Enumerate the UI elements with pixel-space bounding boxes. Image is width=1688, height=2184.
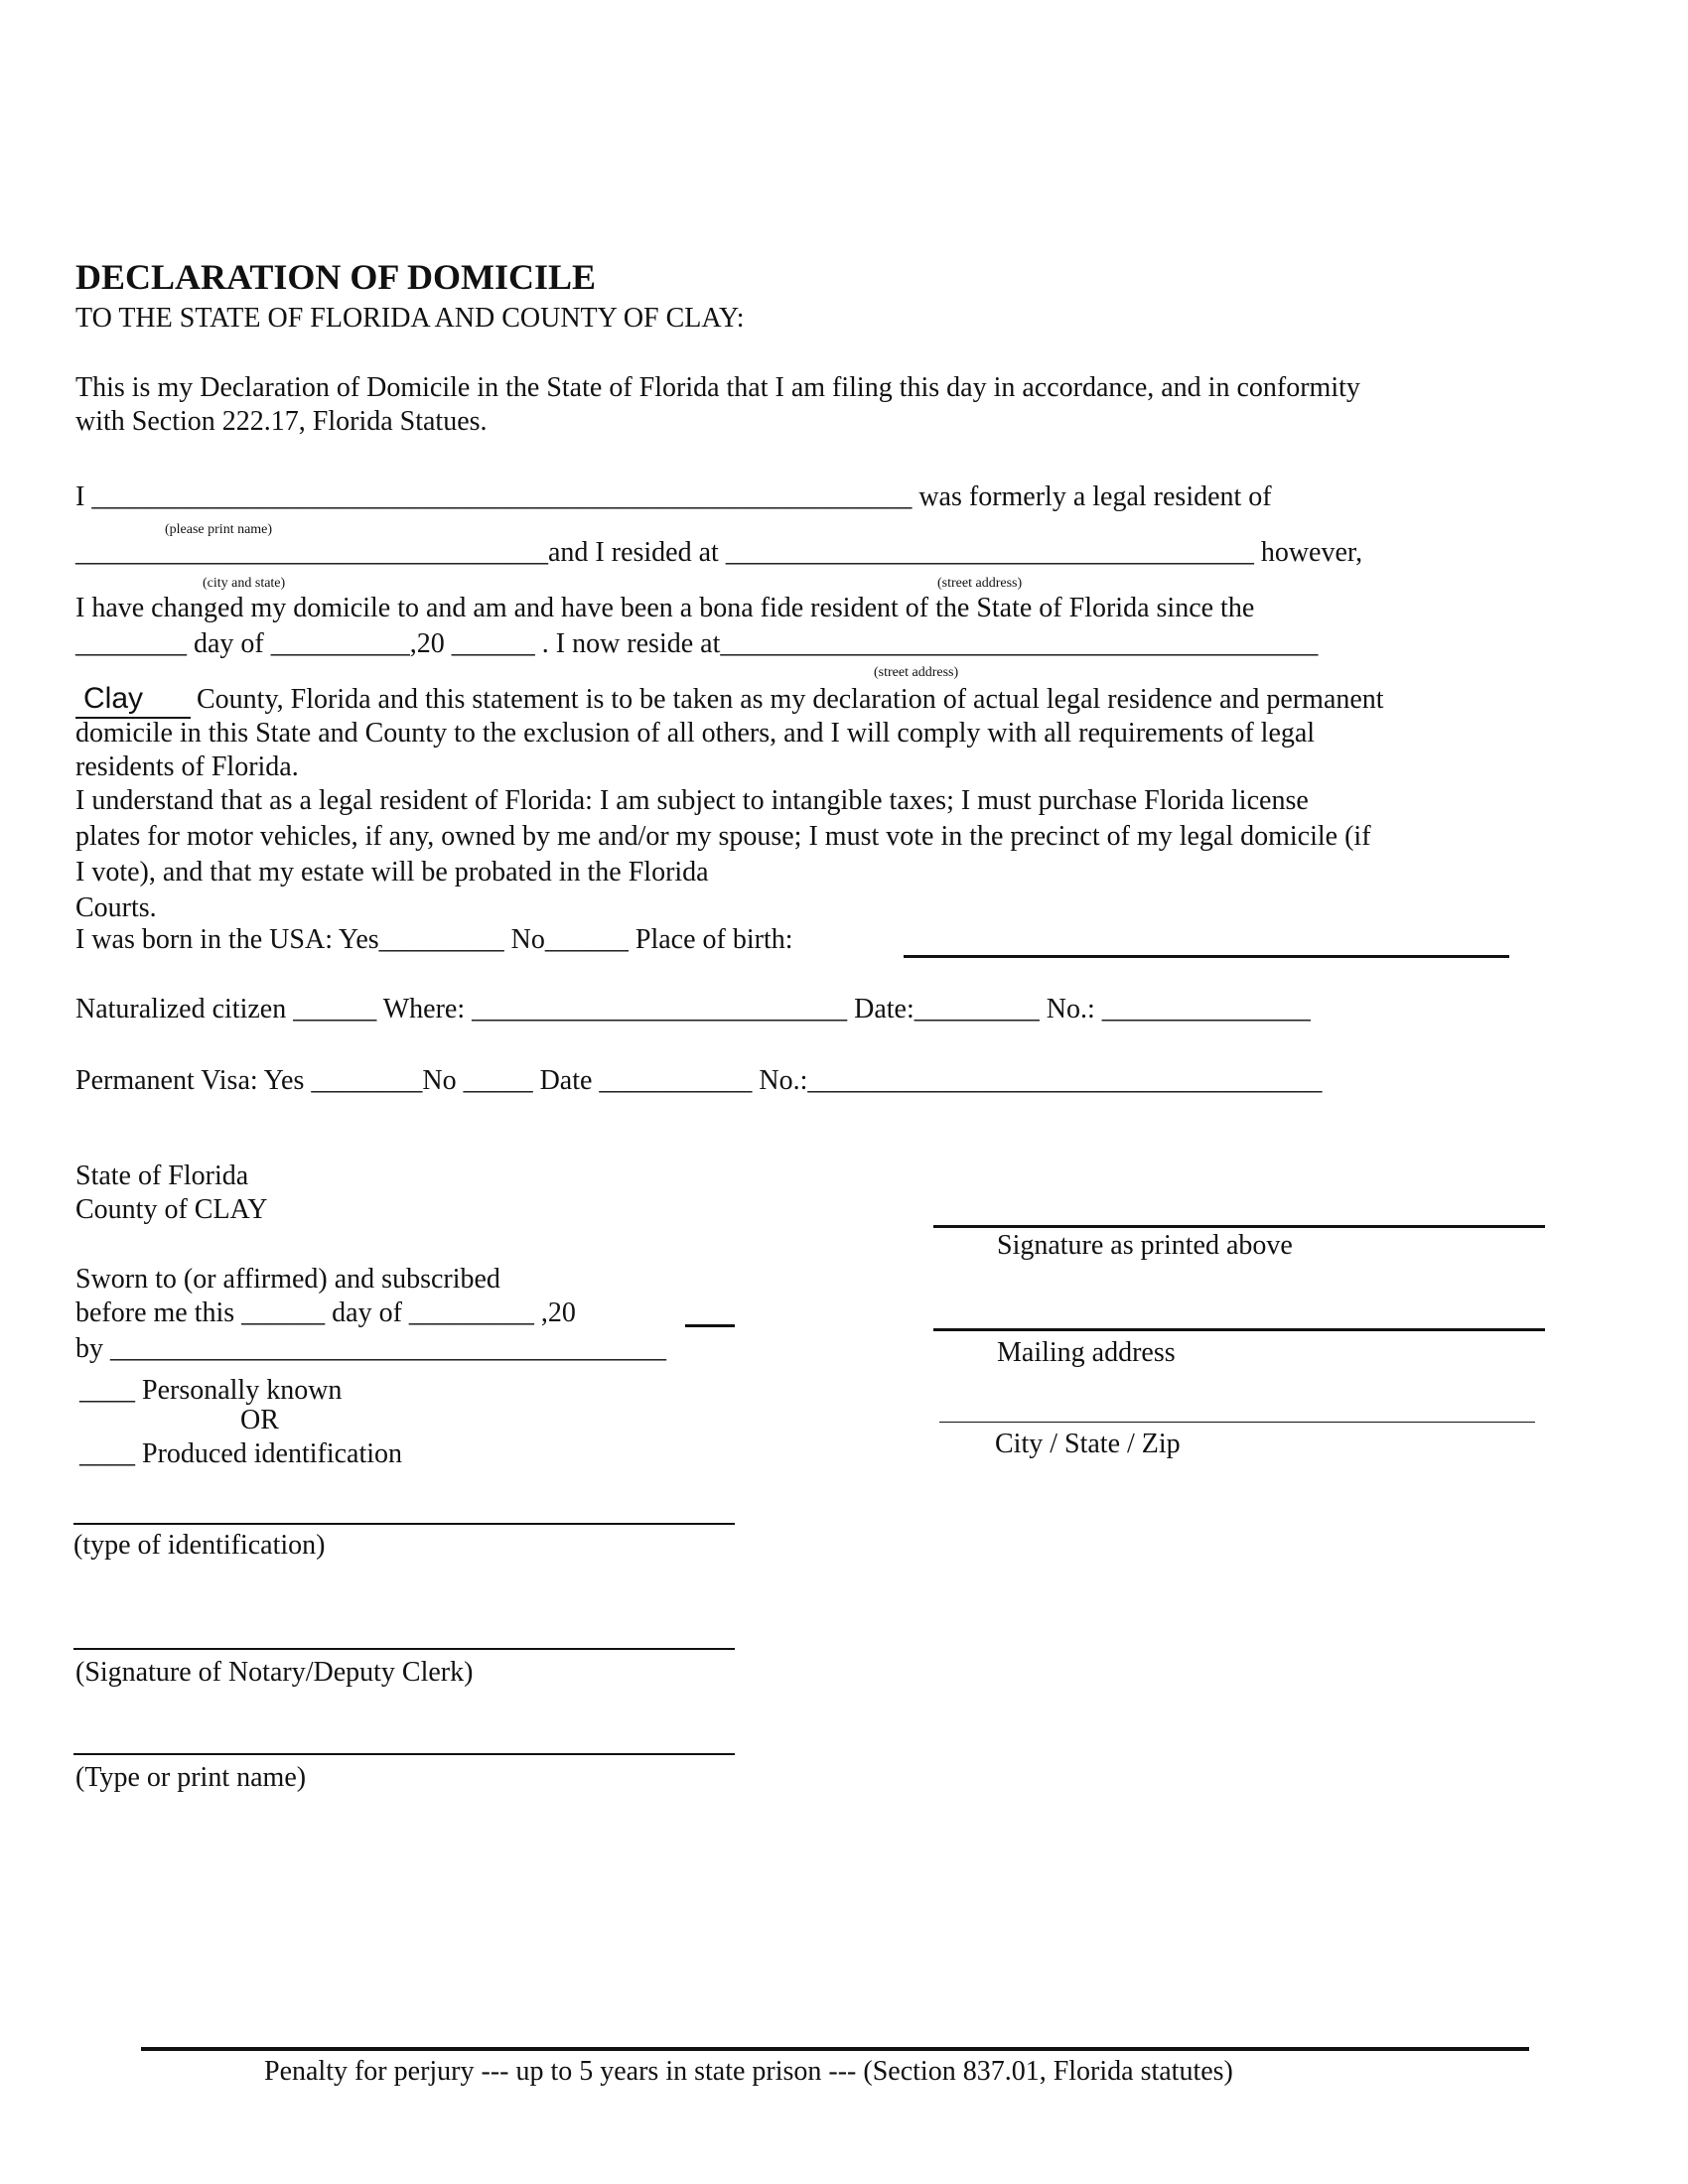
mailing-address-line[interactable] <box>933 1328 1545 1331</box>
place-of-birth-line[interactable] <box>904 955 1509 958</box>
notary-before-line[interactable]: before me this ______ day of _________ ,20 <box>75 1297 576 1328</box>
declaration-line-7: residents of Florida. <box>75 751 299 782</box>
document-title: DECLARATION OF DOMICILE <box>75 257 597 297</box>
hint-city-state: (city and state) <box>203 576 286 591</box>
city-state-zip-line[interactable] <box>939 1422 1535 1423</box>
print-name-line[interactable] <box>73 1753 735 1755</box>
residence-date-field[interactable]: ________ day of __________,20 ______ . I now reside at___________________________________________ <box>75 628 1319 659</box>
notary-signature-line[interactable] <box>73 1648 735 1650</box>
mailing-address-label: Mailing address <box>997 1337 1176 1368</box>
birth-line[interactable]: I was born in the USA: Yes_________ No______ Place of birth: <box>75 924 793 955</box>
notary-sworn: Sworn to (or affirmed) and subscribed <box>75 1264 500 1295</box>
declaration-line-9: plates for motor vehicles, if any, owned by me and/or my spouse; I must vote in the precinct of my legal domicile (if <box>75 821 1371 852</box>
county-line <box>75 681 1384 719</box>
signature-label: Signature as printed above <box>997 1230 1293 1261</box>
produced-id-option[interactable]: ____ Produced identification <box>79 1438 403 1469</box>
declarant-name-field[interactable]: I ___________________________________________________________ was formerly a legal resident of <box>75 481 1272 512</box>
former-residence-field[interactable]: __________________________________and I resided at ______________________________________ however, <box>75 537 1363 568</box>
hint-street-address-2: (street address) <box>874 665 959 680</box>
or-text: OR <box>240 1405 279 1435</box>
domicile-change-line: I have changed my domicile to and am and have been a bona fide resident of the State of Florida since the <box>75 593 1255 623</box>
intro-line-1: This is my Declaration of Domicile in the State of Florida that I am filing this day in accordance, and in conformity <box>75 372 1360 403</box>
declaration-line-8: I understand that as a legal resident of Florida: I am subject to intangible taxes; I must purchase Florida license <box>75 785 1309 816</box>
notary-state: State of Florida <box>75 1160 249 1191</box>
declaration-line-10: I vote), and that my estate will be probated in the Florida <box>75 857 709 887</box>
notary-signature-label: (Signature of Notary/Deputy Clerk) <box>75 1657 474 1688</box>
notary-county: County of CLAY <box>75 1194 268 1225</box>
notary-year-line[interactable] <box>685 1324 735 1327</box>
naturalized-line[interactable]: Naturalized citizen ______ Where: ___________________________ Date:_________ No.: _______________ <box>75 994 1311 1024</box>
hint-print-name: (please print name) <box>165 522 273 537</box>
type-of-id-label: (type of identification) <box>73 1530 326 1561</box>
footer-divider <box>141 2047 1529 2051</box>
notary-by-line[interactable]: by ________________________________________ <box>75 1333 666 1364</box>
document-subtitle: TO THE STATE OF FLORIDA AND COUNTY OF CLAY: <box>75 303 745 334</box>
declaration-line-11: Courts. <box>75 892 157 923</box>
personally-known-option[interactable]: ____ Personally known <box>79 1375 343 1406</box>
type-of-id-line[interactable] <box>73 1523 735 1525</box>
visa-line[interactable]: Permanent Visa: Yes ________No _____ Date ___________ No.:_____________________________________ <box>75 1065 1323 1096</box>
county-field[interactable]: Clay <box>75 681 191 719</box>
penalty-notice: Penalty for perjury --- up to 5 years in state prison --- (Section 837.01, Florida statutes) <box>264 2056 1233 2087</box>
intro-line-2: with Section 222.17, Florida Statues. <box>75 406 488 437</box>
print-name-label: (Type or print name) <box>75 1762 307 1793</box>
county-line-text: County, Florida and this statement is to be taken as my declaration of actual legal residence and permanent <box>197 684 1384 715</box>
declarant-signature-line[interactable] <box>933 1225 1545 1228</box>
hint-street-address-1: (street address) <box>937 576 1023 591</box>
city-state-zip-label: City / State / Zip <box>995 1429 1181 1459</box>
declaration-line-6: domicile in this State and County to the exclusion of all others, and I will comply with all requirements of legal <box>75 718 1316 749</box>
